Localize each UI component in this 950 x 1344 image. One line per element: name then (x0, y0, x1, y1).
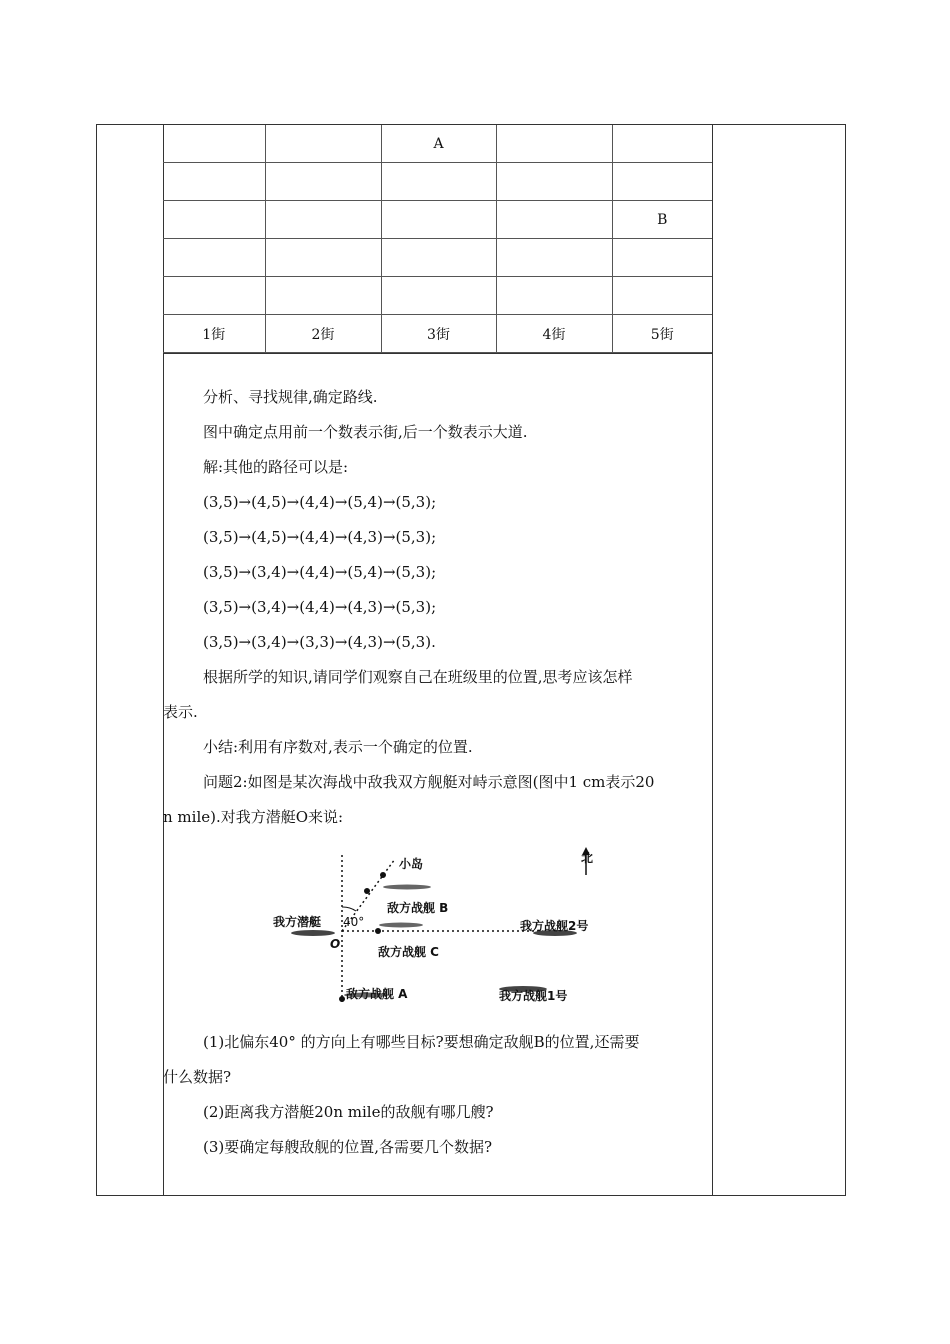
grid-cell (265, 239, 381, 277)
street-label: 1街 (163, 315, 265, 353)
grid-cell (381, 277, 496, 315)
solution-intro: 解:其他的路径可以是: (203, 458, 349, 476)
our-ship2-label: 我方战舰2号 (520, 919, 589, 933)
question1-line1: (1)北偏东40° 的方向上有哪些目标?要想确定敌舰B的位置,还需要 (203, 1033, 640, 1051)
our-sub-label: 我方潜艇 (273, 915, 322, 929)
point-c (375, 928, 381, 934)
our-ship1-label: 我方战舰1号 (499, 989, 568, 1003)
right-column-divider (712, 125, 713, 1195)
grid-row (163, 163, 712, 201)
grid-cell: B (612, 201, 712, 239)
rule-text: 图中确定点用前一个数表示街,后一个数表示大道. (203, 423, 528, 441)
grid-cell (496, 163, 612, 201)
grid-cell (496, 239, 612, 277)
grid-cell (381, 163, 496, 201)
grid-row (163, 125, 712, 163)
grid-cell (163, 277, 265, 315)
grid-cell (612, 277, 712, 315)
path-5: (3,5)→(3,4)→(3,3)→(4,3)→(5,3). (203, 633, 436, 651)
observe-text-line1: 根据所学的知识,请同学们观察自己在班级里的位置,思考应该怎样 (203, 668, 633, 686)
grid-cell: A (381, 125, 496, 163)
grid-cell (496, 277, 612, 315)
street-label: 3街 (381, 315, 496, 353)
question2: (2)距离我方潜艇20n mile的敌舰有哪几艘? (203, 1103, 494, 1121)
grid-cell (163, 163, 265, 201)
island-label: 小岛 (399, 857, 424, 871)
grid-cell (163, 239, 265, 277)
grid-cell (163, 125, 265, 163)
problem2-line2: n mile).对我方潜艇O来说: (163, 808, 344, 826)
question1-line2: 什么数据? (163, 1068, 232, 1086)
street-grid (163, 125, 712, 353)
grid-cell (163, 201, 265, 239)
grid-row (163, 239, 712, 277)
path-1: (3,5)→(4,5)→(4,4)→(5,4)→(5,3); (203, 493, 437, 511)
point-b (380, 872, 386, 878)
grid-cell (612, 125, 712, 163)
origin-label: O (330, 937, 341, 951)
street-label: 5街 (612, 315, 712, 353)
grid-cell (496, 125, 612, 163)
enemy-b-label: 敌方战舰 B (387, 901, 449, 915)
grid-cell (265, 125, 381, 163)
diagram-lines (163, 841, 712, 1021)
angle-label: 40° (343, 915, 365, 929)
grid-cell (612, 239, 712, 277)
analysis-text: 分析、寻找规律,确定路线. (203, 388, 378, 406)
lesson-table (96, 124, 846, 1196)
grid-cell (381, 239, 496, 277)
grid-cell (265, 277, 381, 315)
street-label-row (163, 315, 712, 353)
path-2: (3,5)→(4,5)→(4,4)→(4,3)→(5,3); (203, 528, 437, 546)
street-grid-section (163, 125, 712, 354)
lesson-content (163, 354, 712, 1165)
question3: (3)要确定每艘敌舰的位置,各需要几个数据? (203, 1138, 493, 1156)
street-label: 4街 (496, 315, 612, 353)
summary-text: 小结:利用有序数对,表示一个确定的位置. (203, 738, 473, 756)
path-4: (3,5)→(3,4)→(4,4)→(4,3)→(5,3); (203, 598, 437, 616)
street-label: 2街 (265, 315, 381, 353)
enemy-b-shape (383, 885, 431, 890)
grid-cell (265, 163, 381, 201)
grid-row (163, 201, 712, 239)
grid-cell (265, 201, 381, 239)
enemy-c-label: 敌方战舰 C (378, 945, 439, 959)
point-mid (364, 888, 370, 894)
path-3: (3,5)→(3,4)→(4,4)→(5,4)→(5,3); (203, 563, 437, 581)
north-label: 北 (581, 851, 594, 865)
naval-diagram (163, 841, 712, 1021)
observe-text-line2: 表示. (163, 703, 198, 721)
enemy-a-label: 敌方战舰 A (346, 987, 408, 1001)
problem2-line1: 问题2:如图是某次海战中敌我双方舰艇对峙示意图(图中1 cm表示20 (203, 773, 655, 791)
grid-cell (381, 201, 496, 239)
grid-cell (496, 201, 612, 239)
grid-row (163, 277, 712, 315)
point-a (339, 996, 345, 1002)
grid-cell (612, 163, 712, 201)
